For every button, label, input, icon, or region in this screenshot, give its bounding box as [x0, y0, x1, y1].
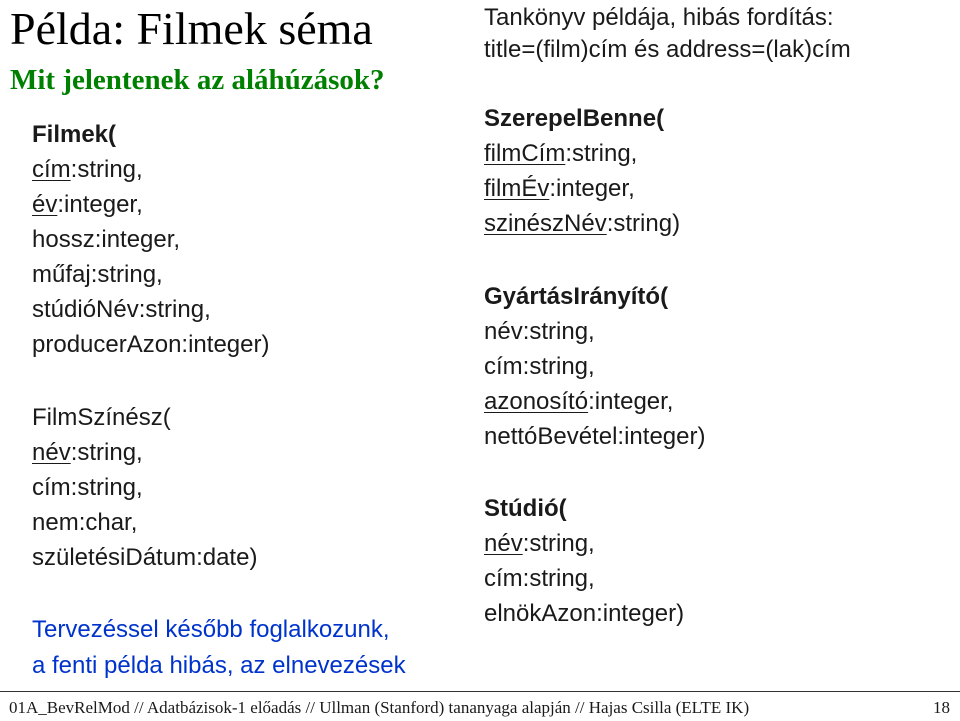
attribute: [484, 526, 684, 561]
attribute-type: :string,: [70, 156, 143, 183]
attribute: stúdióNév:string,: [32, 296, 211, 323]
attribute: [484, 171, 680, 206]
schema-filmszinesz: [32, 400, 257, 575]
attribute: nem:char,: [32, 509, 138, 536]
key-attribute: név: [484, 530, 523, 557]
page-number: 18: [933, 698, 950, 717]
schema-filmek: [32, 117, 269, 362]
schema-gyartasiranyito: [484, 279, 705, 454]
attribute: hossz:integer,: [32, 226, 181, 253]
footer-text: 01A_BevRelMod // Adatbázisok-1 előadás // Ullman (Stanford) tananyaga alapján // Hajas Csilla (ELTE IK): [9, 698, 750, 717]
design-note-line-2: a fenti példa hibás, az elnevezések: [32, 652, 406, 679]
attribute: [484, 206, 680, 241]
attribute: [32, 187, 269, 222]
attribute: műfaj:string,: [32, 261, 163, 288]
attribute: nettóBevétel:integer): [484, 423, 706, 450]
key-attribute: filmCím: [484, 140, 566, 167]
design-note-line-1: Tervezéssel később foglalkozunk,: [32, 616, 390, 643]
design-note: [32, 612, 406, 684]
attribute-type: :string,: [70, 439, 143, 466]
attribute-type: :integer,: [57, 191, 143, 218]
footer: [0, 691, 960, 721]
attribute: [32, 152, 269, 187]
attribute: születésiDátum:date): [32, 544, 258, 571]
relation-name: Filmek(: [32, 121, 117, 148]
attribute: producerAzon:integer): [32, 331, 270, 358]
attribute: [484, 136, 680, 171]
key-attribute: szinészNév: [484, 210, 607, 237]
page-title: Példa: Filmek séma: [10, 3, 373, 54]
relation-name: SzerepelBenne(: [484, 105, 665, 132]
attribute: cím:string,: [484, 565, 595, 592]
page-subtitle: Mit jelentenek az aláhúzások?: [10, 64, 385, 96]
attribute: cím:string,: [32, 474, 143, 501]
attribute-type: :string,: [522, 530, 595, 557]
translation-note-line-1: Tankönyv példája, hibás fordítás:: [484, 4, 834, 31]
schema-studio: [484, 491, 684, 631]
attribute-type: :string): [606, 210, 681, 237]
attribute: [484, 384, 705, 419]
key-attribute: év: [32, 191, 58, 218]
attribute: [32, 435, 257, 470]
key-attribute: azonosító: [484, 388, 589, 415]
attribute-type: :integer,: [549, 175, 635, 202]
attribute-type: :integer,: [588, 388, 674, 415]
schema-szerepelbenne: [484, 101, 680, 241]
key-attribute: cím: [32, 156, 71, 183]
attribute: cím:string,: [484, 353, 595, 380]
relation-name: GyártásIrányító(: [484, 283, 669, 310]
key-attribute: filmÉv: [484, 175, 550, 202]
relation-name: Stúdió(: [484, 495, 567, 522]
attribute-type: :string,: [565, 140, 638, 167]
attribute: elnökAzon:integer): [484, 600, 685, 627]
relation-name: FilmSzínész(: [32, 404, 171, 431]
translation-note: [484, 2, 851, 66]
attribute: név:string,: [484, 318, 595, 345]
key-attribute: név: [32, 439, 71, 466]
translation-note-line-2: title=(film)cím és address=(lak)cím: [484, 36, 851, 63]
